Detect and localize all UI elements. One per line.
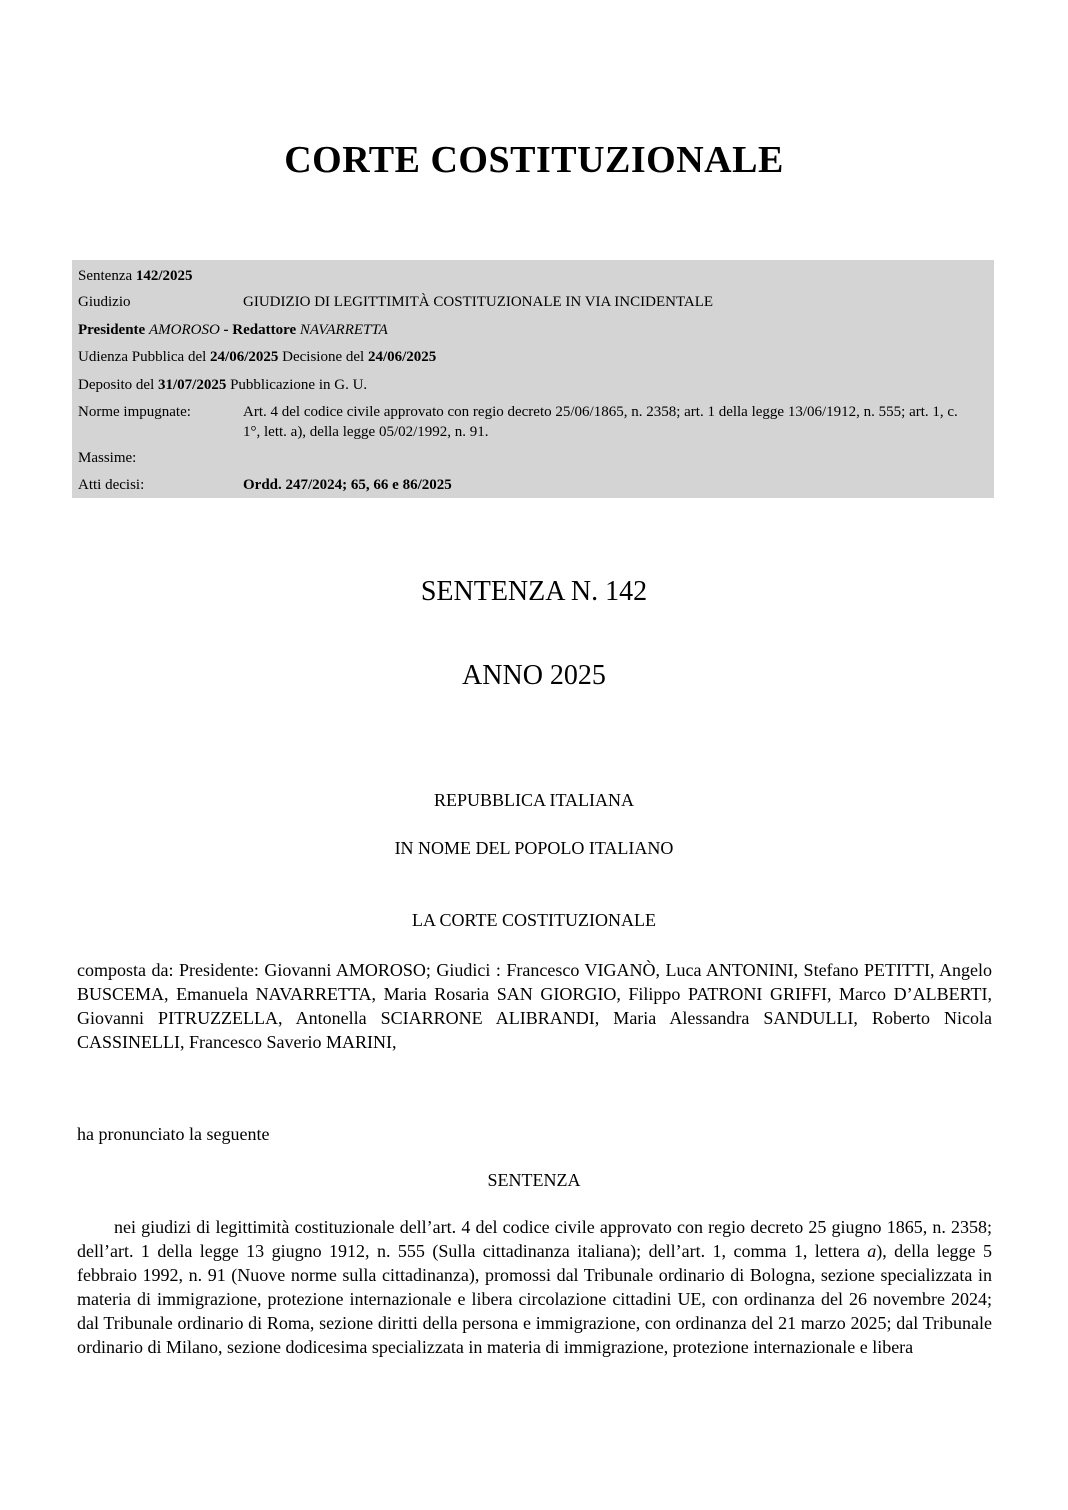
presidente-row xyxy=(78,320,388,340)
deposito-date: 31/07/2025 xyxy=(158,377,227,393)
norme-value: Art. 4 del codice civile approvato con regio decreto 25/06/1865, n. 2358; art. 1 della legge 13/06/1912, n. 555; art. 1, c. 1°, lett. a), della legge 05/02/1992, n. 91. xyxy=(243,404,958,440)
massime-label: Massime: xyxy=(78,450,137,466)
la-corte-heading: LA CORTE COSTITUZIONALE xyxy=(412,910,656,930)
giudizio-value: GIUDIZIO DI LEGITTIMITÀ COSTITUZIONALE IN VIA INCIDENTALE xyxy=(243,294,714,310)
court-title: CORTE COSTITUZIONALE xyxy=(284,139,784,181)
info-box xyxy=(72,260,994,498)
redattore-sep: - xyxy=(219,322,233,338)
udienza-label: Udienza Pubblica del xyxy=(78,349,207,365)
udienza-date: 24/06/2025 xyxy=(210,349,279,365)
in-nome-heading: IN NOME DEL POPOLO ITALIANO xyxy=(394,838,674,858)
presidente-label: Presidente xyxy=(78,322,146,338)
sentenza-number-heading: SENTENZA N. 142 xyxy=(420,576,648,607)
decisione-date: 24/06/2025 xyxy=(367,349,437,365)
composition-paragraph: composta da: Presidente: Giovanni AMOROSO; Giudici : Francesco VIGANÒ, Luca ANTONINI, Stefano PETITTI, Angelo BUSCEMA, Emanuela NAVARRETTA, Maria Rosaria SAN GIORGIO, Filippo PATRONI GRIFFI, Marco D’ALBERTI, Giovanni PITRUZZELLA, Antonella SCIARRONE ALIBRANDI, Maria Alessandra SANDULLI, Roberto Nicola CASSINELLI, Francesco Saverio MARINI, xyxy=(77,960,992,1052)
norme-label: Norme impugnate: xyxy=(78,404,191,420)
ha-pronunciato-text: ha pronunciato la seguente xyxy=(77,1124,270,1144)
judgment-text-italic: a xyxy=(867,1241,877,1261)
udienza-row xyxy=(78,347,436,367)
judgment-text-end: ), della legge 5 febbraio 1992, n. 91 (Nuove norme sulla cittadinanza), promossi dal Tribunale ordinario di Bologna, sezione specializzata in materia di immigrazione, protezione internazionale e libera circolazione cittadini UE, con ordinanza del 26 novembre 2024; dal Tribunale ordinario di Roma, sezione diritti della persona e immigrazione, con ordinanza del 21 marzo 2025; dal Tribunale ordinario di Milano, sezione dodicesima specializzata in materia di immigrazione, protezione internazionale e libera xyxy=(77,1241,992,1357)
decisione-label: Decisione del xyxy=(282,349,365,365)
atti-label: Atti decisi: xyxy=(78,477,145,493)
atti-value: Ordd. 247/2024; 65, 66 e 86/2025 xyxy=(243,477,452,493)
redattore-name: NAVARRETTA xyxy=(299,322,388,338)
judgment-text-start: nei giudizi di legittimità costituzionale dell’art. 4 del codice civile approvato con regio decreto 25 giugno 1865, n. 2358; dell’art. 1 della legge 13 giugno 1912, n. 555 (Sulla cittadinanza italiana); dell’art. 1, comma 1, lettera xyxy=(77,1217,992,1261)
sentenza-heading: SENTENZA xyxy=(487,1170,581,1190)
presidente-name: AMOROSO xyxy=(148,322,220,338)
sentenza-value: 142/2025 xyxy=(135,268,193,284)
sentenza-row xyxy=(78,266,193,286)
anno-heading: ANNO 2025 xyxy=(462,660,606,691)
deposito-row xyxy=(78,375,367,395)
giudizio-label: Giudizio xyxy=(78,294,131,310)
deposito-label: Deposito del xyxy=(78,377,155,393)
repubblica-heading: REPUBBLICA ITALIANA xyxy=(433,790,635,810)
judgment-paragraph xyxy=(77,1215,992,1359)
redattore-label: Redattore xyxy=(232,322,297,338)
sentenza-label: Sentenza xyxy=(78,268,133,284)
pubblicazione-label: Pubblicazione in G. U. xyxy=(230,377,368,393)
